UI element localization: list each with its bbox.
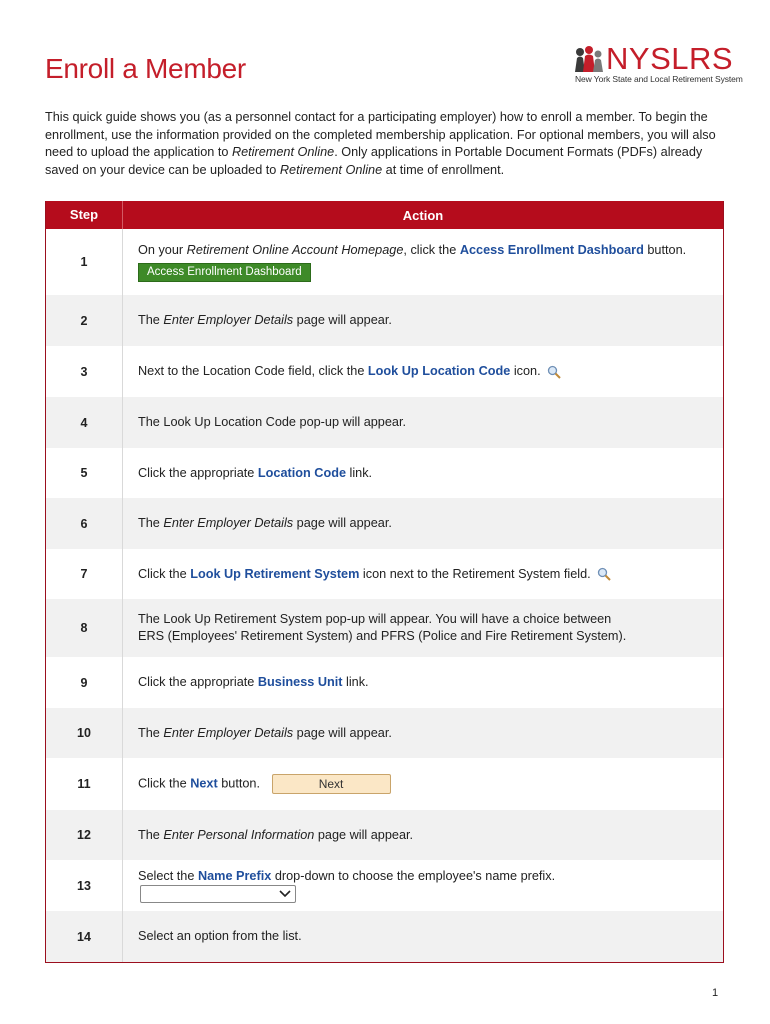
step-number: 12 [46,810,123,860]
family-logo-icon [574,46,606,74]
intro-paragraph: This quick guide shows you (as a personnel contact for a participating employer) how to enroll a member. To begin the enrollment, use the information provided on the completed membership application. For optional members, you will also need to upload the application to Retirement Online. Only applications in Portable Document Formats (PDFs) already saved on your device can be uploaded to Retirement Online at time of enrollment. [45,110,716,177]
magnifier-icon[interactable] [547,365,561,379]
table-row [46,860,723,911]
column-header-action: Action [402,207,444,223]
table-header [46,201,723,229]
table-row [46,758,723,810]
table-row [46,810,723,860]
nyslrs-logo [560,41,743,86]
column-header-step: Step [46,201,123,229]
access-enrollment-dashboard-button[interactable]: Access Enrollment Dashboard [138,263,311,282]
step-action: The Look Up Retirement System pop-up will appear. You will have a choice between ERS (Employees' Retirement System) and PFRS (Police and Fire Retirement System). [138,612,627,643]
step-number: 5 [46,448,123,498]
table-row [46,346,723,397]
table-row [46,498,723,549]
step-action: Click the Next button. Next [123,774,723,794]
step-number: 8 [46,599,123,657]
magnifier-icon[interactable] [597,567,611,581]
logo-subtitle: New York State and Local Retirement System [575,74,743,84]
step-action: Click the Look Up Retirement System icon next to the Retirement System field. [123,566,723,583]
page-title: Enroll a Member [45,53,246,84]
step-action: Click the appropriate Location Code link. [138,465,373,480]
step-action: The Enter Employer Details page will appear. [138,313,392,327]
name-prefix-link: Name Prefix [197,869,272,883]
page-number: 1 [712,987,719,999]
step-action: Select an option from the list. [138,929,302,943]
table-row [46,549,723,599]
step-number: 13 [46,860,123,911]
step-number: 14 [46,911,123,962]
table-row [46,448,723,498]
step-action: The Enter Personal Information page will appear. [138,827,414,842]
logo-wordmark: NYSLRS [606,41,734,76]
table-row [46,599,723,657]
step-number: 3 [46,346,123,397]
step-number: 2 [46,295,123,346]
location-code-link: Location Code [257,465,346,480]
step-number: 11 [46,758,123,810]
look-up-location-code-link: Look Up Location Code [367,364,511,378]
business-unit-link: Business Unit [257,675,343,689]
step-number: 7 [46,549,123,599]
look-up-retirement-system-link: Look Up Retirement System [190,566,360,581]
table-row [46,397,723,448]
step-action: Click the appropriate Business Unit link. [138,675,369,689]
step-action: On your Retirement Online Account Homepage, click the Access Enrollment Dashboard button. Access Enrollment Dashboard [123,242,723,282]
chevron-down-icon [279,890,291,898]
step-number: 4 [46,397,123,448]
step-number: 10 [46,708,123,758]
next-button[interactable]: Next [272,774,391,794]
table-row [46,657,723,708]
next-link: Next [190,776,218,791]
step-action: Next to the Location Code field, click the Look Up Location Code icon. [123,363,723,380]
table-row [46,911,723,962]
step-number: 6 [46,498,123,549]
table-row [46,708,723,758]
steps-table [45,201,724,963]
step-number: 9 [46,657,123,708]
step-action: The Enter Employer Details page will appear. [138,725,392,740]
table-row [46,229,723,295]
step-action: The Look Up Location Code pop-up will appear. [138,415,407,429]
step-action: The Enter Employer Details page will appear. [138,516,392,530]
table-row [46,295,723,346]
step-number: 1 [46,229,123,295]
step-action: Select the Name Prefix drop-down to choose the employee's name prefix. [123,868,723,903]
name-prefix-dropdown[interactable] [140,885,296,903]
access-enrollment-dashboard-link: Access Enrollment Dashboard [459,243,644,257]
